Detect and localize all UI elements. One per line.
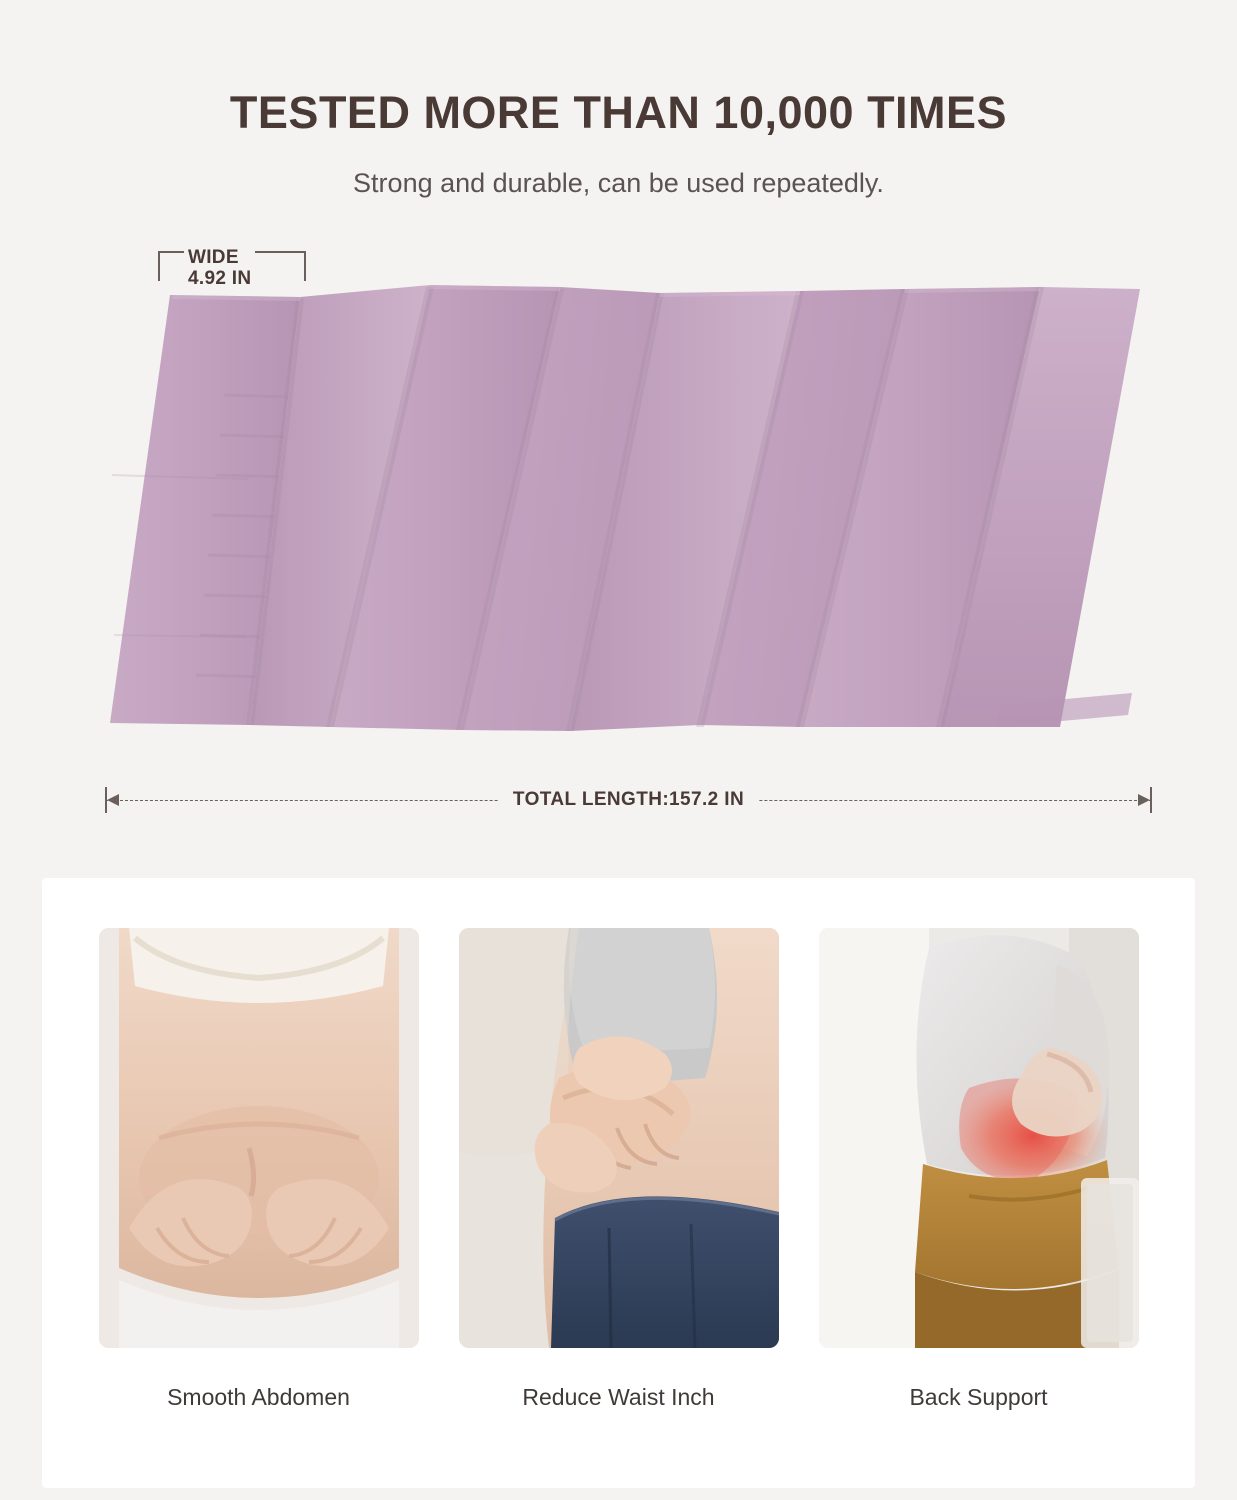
page-title: TESTED MORE THAN 10,000 TIMES (229, 87, 1008, 138)
dimension-cap-right (1150, 787, 1152, 813)
back-support-photo (819, 928, 1139, 1348)
width-label-line1: WIDE (188, 246, 239, 268)
benefits-row (42, 878, 1195, 1411)
benefit-item (99, 928, 419, 1411)
total-length-label: TOTAL LENGTH:157.2 IN (499, 789, 758, 811)
waist-photo (459, 928, 779, 1348)
folded-band-image (0, 275, 1237, 775)
dimension-arrow-left-icon (107, 794, 119, 806)
abdomen-photo (99, 928, 419, 1348)
benefit-item (819, 928, 1139, 1411)
total-length-dimension (105, 787, 1152, 813)
product-illustration (0, 235, 1237, 835)
benefit-caption: Back Support (909, 1384, 1048, 1410)
header (0, 0, 1237, 199)
page-subtitle: Strong and durable, can be used repeatedly. (353, 167, 884, 198)
benefit-caption: Reduce Waist Inch (522, 1384, 715, 1410)
benefits-card (42, 878, 1195, 1488)
benefit-item (459, 928, 779, 1411)
dimension-arrow-right-icon (1138, 794, 1150, 806)
width-label-line2: 4.92 IN (188, 268, 252, 290)
benefit-caption: Smooth Abdomen (167, 1384, 350, 1410)
